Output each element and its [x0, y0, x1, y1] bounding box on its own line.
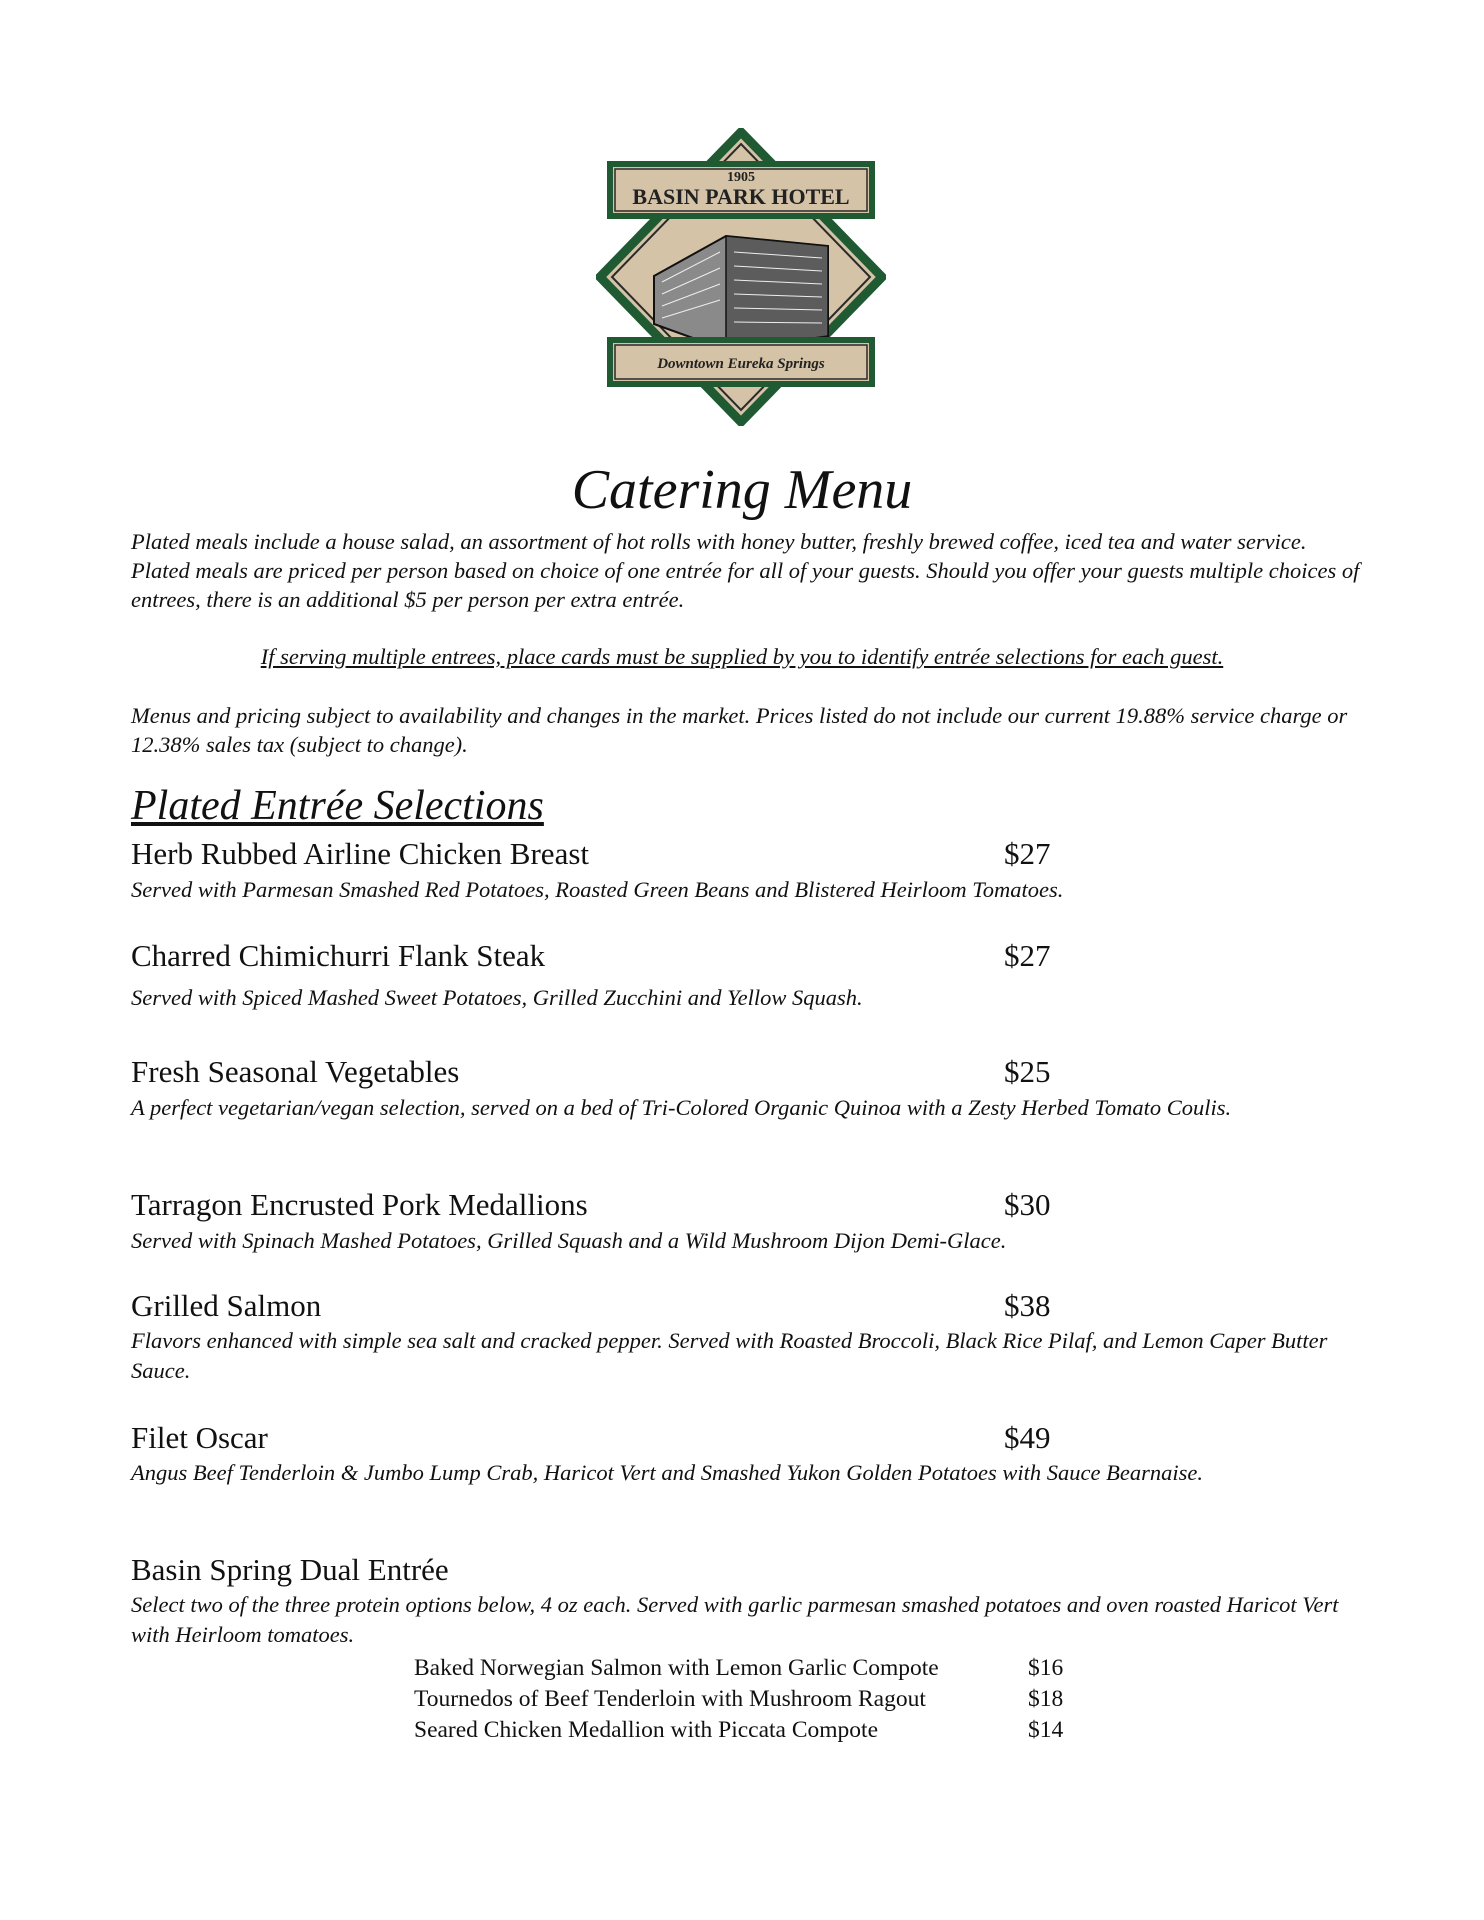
dual-option-price: $14 — [1028, 1717, 1064, 1743]
entree-description: Select two of the three protein options below, 4 oz each. Served with garlic parmesan smashed potatoes and oven roasted Haricot Vert with Heirloom tomatoes. — [131, 1592, 1339, 1647]
intro-paragraph: Plated meals include a house salad, an assortment of hot rolls with honey butter, freshly brewed coffee, iced tea and water service. Plated meals are priced per person based on choice of one entrée for all of your guests. Should you offer your guests multiple choices of entrees, there is an additional $5 per person per extra entrée. — [131, 529, 1360, 612]
pricing-note: Menus and pricing subject to availability and changes in the market. Prices listed do not include our current 19.88% service charge or 12.38% sales tax (subject to change). — [131, 703, 1348, 757]
entree-price: $49 — [1004, 1420, 1051, 1455]
entree-name: Tarragon Encrusted Pork Medallions — [131, 1187, 588, 1222]
place-card-notice: If serving multiple entrees, place cards must be supplied by you to identify entrée selections for each guest. — [260, 644, 1224, 669]
entree-name: Herb Rubbed Airline Chicken Breast — [131, 836, 590, 871]
entree-price: $30 — [1004, 1187, 1051, 1222]
entree-name: Filet Oscar — [131, 1420, 268, 1455]
dual-option-name: Baked Norwegian Salmon with Lemon Garlic Compote — [414, 1655, 939, 1681]
logo-tagline: Downtown Eureka Springs — [657, 356, 825, 372]
entree-description: Served with Spiced Mashed Sweet Potatoes, Grilled Zucchini and Yellow Squash. — [131, 985, 863, 1010]
section-heading: Plated Entrée Selections — [131, 783, 544, 829]
page-title: Catering Menu — [571, 459, 913, 521]
entree-name: Charred Chimichurri Flank Steak — [131, 938, 546, 973]
basin-park-hotel-logo — [596, 128, 886, 426]
dual-option-price: $18 — [1028, 1686, 1064, 1712]
entree-description: A perfect vegetarian/vegan selection, served on a bed of Tri-Colored Organic Quinoa with a Zesty Herbed Tomato Coulis. — [131, 1095, 1232, 1120]
dual-option-name: Tournedos of Beef Tenderloin with Mushroom Ragout — [414, 1686, 926, 1712]
entree-price: $25 — [1004, 1054, 1051, 1089]
entree-description: Served with Parmesan Smashed Red Potatoes, Roasted Green Beans and Blistered Heirloom Tomatoes. — [131, 877, 1064, 902]
entree-price: $27 — [1004, 938, 1051, 973]
entree-name: Fresh Seasonal Vegetables — [131, 1054, 460, 1089]
entree-name: Basin Spring Dual Entrée — [131, 1552, 449, 1587]
dual-option-price: $16 — [1028, 1655, 1064, 1681]
entree-description: Flavors enhanced with simple sea salt and cracked pepper. Served with Roasted Broccoli, Black Rice Pilaf, and Lemon Caper Butter Sauce. — [131, 1328, 1328, 1383]
dual-option-name: Seared Chicken Medallion with Piccata Compote — [414, 1717, 879, 1743]
entree-name: Grilled Salmon — [131, 1288, 322, 1323]
entree-price: $27 — [1004, 836, 1051, 871]
entree-price: $38 — [1004, 1288, 1051, 1323]
logo-name: BASIN PARK HOTEL — [632, 184, 850, 209]
logo-year: 1905 — [727, 170, 755, 185]
entree-description: Served with Spinach Mashed Potatoes, Grilled Squash and a Wild Mushroom Dijon Demi-Glace. — [131, 1228, 1007, 1253]
entree-description: Angus Beef Tenderloin & Jumbo Lump Crab, Haricot Vert and Smashed Yukon Golden Potatoes with Sauce Bearnaise. — [131, 1460, 1204, 1485]
